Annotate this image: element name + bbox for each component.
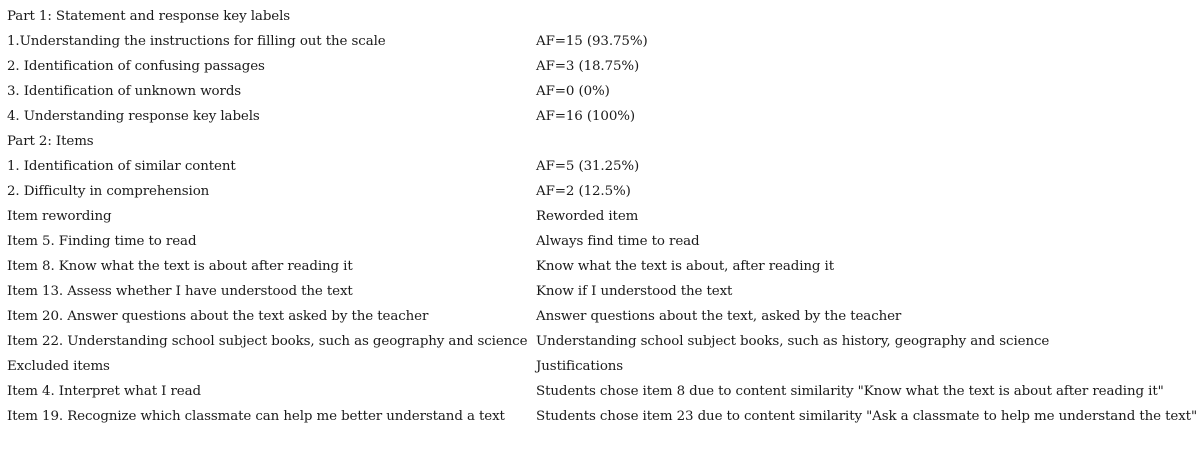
table-row: [7, 179, 1197, 204]
row-value: AF=0 (0%): [536, 84, 610, 99]
row-label: 1.Understanding the instructions for filling out the scale: [7, 34, 386, 49]
row-value: Reworded item: [536, 209, 639, 224]
row-value: Students chose item 8 due to content similarity "Know what the text is about after reading it": [536, 384, 1164, 399]
row-value: Know what the text is about, after reading it: [536, 259, 835, 274]
row-value: [536, 4, 1197, 29]
row-label: Item 8. Know what the text is about after reading it: [7, 259, 353, 274]
table-row: [7, 329, 1197, 354]
row-label: 2. Identification of confusing passages: [7, 59, 265, 74]
row-value: [536, 129, 1197, 154]
row-label: Excluded items: [7, 359, 110, 374]
table-row: [7, 354, 1197, 379]
row-label: 3. Identification of unknown words: [7, 84, 242, 99]
row-label: Item 19. Recognize which classmate can help me better understand a text: [7, 409, 505, 424]
row-label: Part 1: Statement and response key labels: [7, 9, 291, 24]
table-row: [7, 4, 1197, 29]
row-value: Students chose item 23 due to content similarity "Ask a classmate to help me understand the text": [536, 409, 1198, 424]
row-value: Know if I understood the text: [536, 284, 733, 299]
table-row: [7, 54, 1197, 79]
row-label: Part 2: Items: [7, 134, 94, 149]
row-value: AF=16 (100%): [536, 109, 636, 124]
row-value: Understanding school subject books, such as history, geography and science: [536, 334, 1050, 349]
table-row: [7, 79, 1197, 104]
row-label: Item 22. Understanding school subject books, such as geography and science: [7, 334, 528, 349]
row-value: Answer questions about the text, asked by the teacher: [536, 309, 902, 324]
row-value: AF=15 (93.75%): [536, 34, 648, 49]
row-label: 1. Identification of similar content: [7, 159, 236, 174]
row-value: AF=2 (12.5%): [536, 184, 631, 199]
row-label: 2. Difficulty in comprehension: [7, 184, 210, 199]
row-label: Item rewording: [7, 209, 112, 224]
row-value: Justifications: [536, 359, 624, 374]
row-label: Item 4. Interpret what I read: [7, 384, 201, 399]
row-label: Item 13. Assess whether I have understood the text: [7, 284, 353, 299]
row-label: Item 20. Answer questions about the text asked by the teacher: [7, 309, 429, 324]
results-table-body: [7, 4, 1197, 429]
row-label: Item 5. Finding time to read: [7, 234, 197, 249]
table-row: [7, 279, 1197, 304]
row-label: 4. Understanding response key labels: [7, 109, 260, 124]
row-value: Always find time to read: [536, 234, 700, 249]
table-row: [7, 129, 1197, 154]
table-row: [7, 404, 1197, 429]
table-row: [7, 304, 1197, 329]
table-row: [7, 229, 1197, 254]
table-row: [7, 29, 1197, 54]
table-row: [7, 204, 1197, 229]
table-row: [7, 154, 1197, 179]
row-value: AF=3 (18.75%): [536, 59, 640, 74]
table-row: [7, 379, 1197, 404]
row-value: AF=5 (31.25%): [536, 159, 640, 174]
table-row: [7, 104, 1197, 129]
table-row: [7, 254, 1197, 279]
results-table: [7, 4, 1197, 429]
